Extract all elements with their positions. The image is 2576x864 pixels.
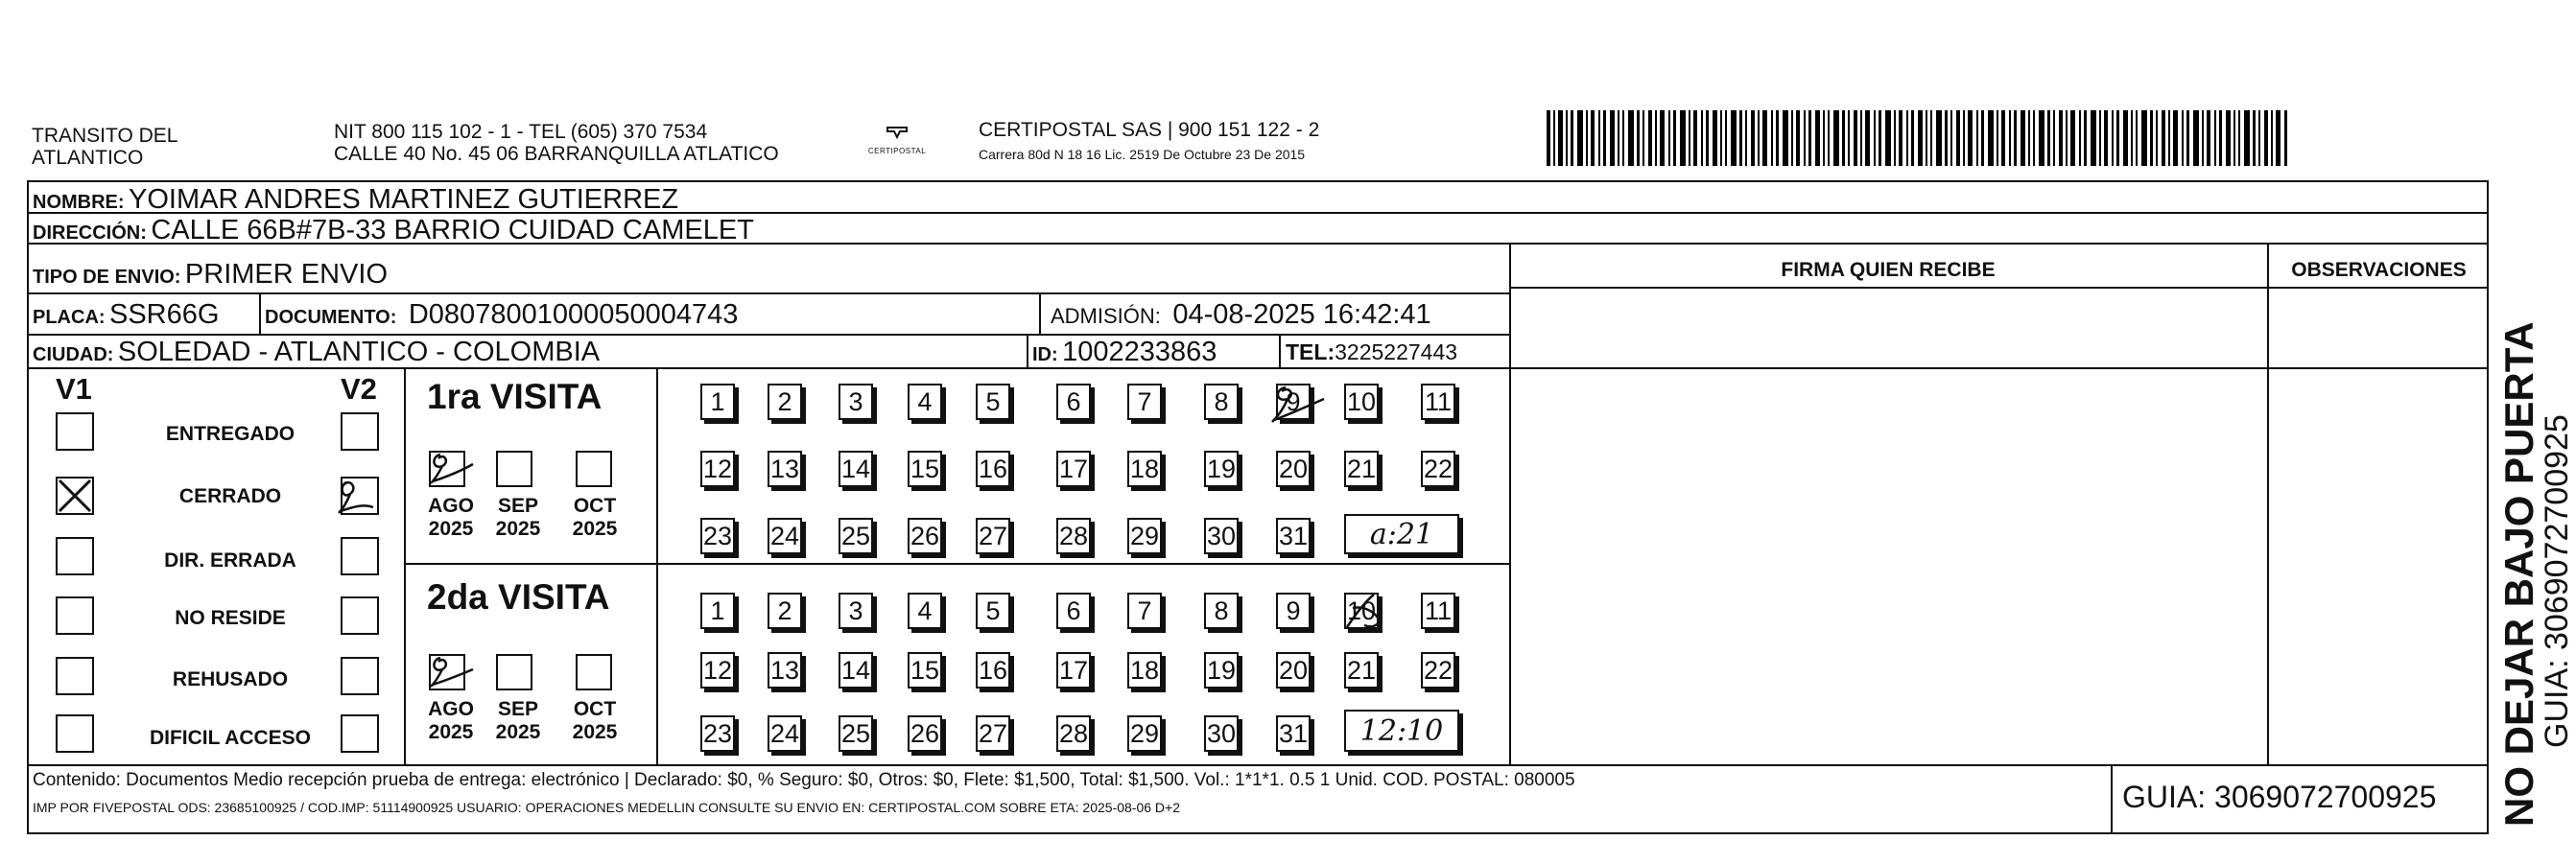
v1-day-box[interactable]: 28: [1056, 518, 1091, 554]
v2-day-box[interactable]: 14: [839, 652, 873, 689]
placa-label: PLACA:: [33, 307, 106, 328]
handwritten-mark-icon: [337, 475, 379, 517]
org-line-2: ATLANTICO: [32, 147, 144, 169]
divider: [27, 334, 1509, 336]
divider: [404, 367, 406, 764]
divider: [1279, 334, 1281, 367]
direccion-row: [33, 215, 754, 246]
observaciones-area[interactable]: [2269, 289, 2487, 762]
org-line-1: TRANSITO DEL: [32, 125, 178, 147]
v2-day-box[interactable]: 6: [1056, 593, 1091, 629]
visit-1-label-ago: [422, 495, 480, 541]
nombre-row: [33, 184, 678, 216]
handwritten-mark-icon: [427, 449, 475, 487]
v2-day-box[interactable]: 1: [700, 593, 735, 629]
v2-day-box[interactable]: 5: [976, 593, 1010, 629]
divider: [2111, 764, 2113, 834]
visit-2-label-oct: [566, 698, 624, 744]
v1-day-box[interactable]: 29: [1127, 518, 1162, 554]
v2-no-reside-checkbox[interactable]: [341, 596, 379, 635]
v2-header: V2: [341, 372, 377, 406]
visit-1-time-box[interactable]: a:21: [1344, 514, 1459, 554]
v2-day-box[interactable]: 15: [908, 652, 942, 689]
id-label: ID:: [1032, 344, 1058, 365]
direccion-value: CALLE 66B#7B-33 BARRIO CUIDAD CAMELET: [151, 215, 754, 245]
v1-day-box[interactable]: 8: [1204, 384, 1239, 420]
v1-day-box[interactable]: 10: [1344, 384, 1379, 420]
v1-day-box[interactable]: 17: [1056, 451, 1091, 487]
visit-2-label-sep: [489, 698, 547, 744]
tel-value: 3225227443: [1335, 339, 1458, 364]
v2-day-box[interactable]: 4: [908, 593, 942, 629]
tel-label: TEL:: [1286, 339, 1335, 364]
v1-header: V1: [56, 372, 92, 406]
v2-day-box[interactable]: 24: [768, 715, 802, 752]
no-dejar-bajo-puerta: NO DEJAR BAJO PUERTA: [2496, 321, 2541, 827]
v2-day-box[interactable]: 11: [1421, 593, 1455, 629]
v1-rehusado-checkbox[interactable]: [56, 657, 94, 695]
carrier-info: [979, 119, 1319, 162]
v1-day-box[interactable]: 26: [908, 518, 942, 554]
v1-day-box[interactable]: 16: [976, 451, 1010, 487]
observaciones-header: OBSERVACIONES: [2291, 259, 2467, 281]
v2-day-box[interactable]: 7: [1127, 593, 1162, 629]
visit-1-month-sep-box[interactable]: [496, 451, 532, 487]
month-label: SEP: [497, 698, 539, 720]
month-label: SEP: [497, 495, 539, 517]
org-contact: [334, 121, 779, 165]
visit-2-label-ago: [422, 698, 480, 744]
v2-day-box[interactable]: 29: [1127, 715, 1162, 752]
handwritten-day-mark-icon: [1268, 382, 1326, 426]
v2-day-box[interactable]: 8: [1204, 593, 1239, 629]
ciudad-cell: [33, 337, 600, 368]
v1-day-box[interactable]: 23: [700, 518, 735, 554]
logo-text: CERTIPOSTAL: [867, 147, 927, 155]
tipo-label: TIPO DE ENVIO:: [33, 267, 181, 288]
direccion-label: DIRECCIÓN:: [33, 222, 147, 244]
imp-line: IMP POR FIVEPOSTAL ODS: 23685100925 / COD.IMP: 51114900925 USUARIO: OPERACIONES MEDELLIN CONSULTE SU ENVIO EN: CERTIPOSTAL.COM SOBRE ETA: 2025-08-06 D+2: [33, 800, 1181, 815]
barcode: [1547, 110, 2295, 168]
divider: [1039, 292, 1041, 334]
year-label: 2025: [495, 518, 541, 540]
divider: [404, 563, 1509, 565]
v1-day-box[interactable]: 18: [1127, 451, 1162, 487]
v2-day-box[interactable]: 20: [1276, 652, 1311, 689]
v1-day-box[interactable]: 7: [1127, 384, 1162, 420]
tipo-row: [33, 259, 388, 291]
admision-cell: [1051, 299, 1431, 331]
v1-day-box[interactable]: 5: [976, 384, 1010, 420]
status-dificil-acceso: DIFICIL ACCESO: [149, 727, 311, 749]
placa-cell: [33, 299, 219, 331]
v2-day-box[interactable]: 23: [700, 715, 735, 752]
v2-day-box[interactable]: 12: [700, 652, 735, 689]
year-label: 2025: [495, 721, 541, 743]
visit-2-month-oct-box[interactable]: [576, 654, 612, 690]
v1-day-box[interactable]: 13: [768, 451, 802, 487]
divider: [27, 764, 2489, 766]
v1-day-box[interactable]: 20: [1276, 451, 1311, 487]
month-label: AGO: [428, 698, 474, 720]
admision-value: 04-08-2025 16:42:41: [1172, 299, 1431, 330]
v1-day-box[interactable]: 2: [768, 384, 802, 420]
v1-day-box[interactable]: 25: [839, 518, 873, 554]
v1-day-box[interactable]: 19: [1204, 451, 1239, 487]
v2-day-box[interactable]: 10: [1344, 593, 1379, 629]
id-cell: [1032, 337, 1217, 368]
visit-2-time-box[interactable]: 12:10: [1344, 710, 1459, 752]
v1-day-box[interactable]: 12: [700, 451, 735, 487]
v1-dir-errada-checkbox[interactable]: [56, 537, 94, 575]
month-label: AGO: [428, 495, 474, 517]
visit-1-month-oct-box[interactable]: [576, 451, 612, 487]
v1-day-box[interactable]: 4: [908, 384, 942, 420]
guia-vertical: GUIA: 3069072700925: [2539, 414, 2575, 748]
v1-cerrado-checkbox[interactable]: [56, 477, 94, 515]
guia-footer: GUIA: 3069072700925: [2122, 780, 2437, 814]
v2-day-box[interactable]: 31: [1276, 715, 1311, 752]
v1-day-box[interactable]: 21: [1344, 451, 1379, 487]
handwritten-mark-icon: [427, 652, 475, 690]
divider: [27, 292, 1509, 294]
year-label: 2025: [428, 721, 474, 743]
visit-2-month-ago-box[interactable]: [429, 654, 465, 690]
v2-day-box[interactable]: 28: [1056, 715, 1091, 752]
visit-1-label-sep: [489, 495, 547, 541]
ciudad-label: CIUDAD:: [33, 344, 114, 365]
certipostal-logo: [859, 123, 935, 155]
v1-day-box[interactable]: 3: [839, 384, 873, 420]
documento-value: D08078001000050004743: [408, 299, 739, 330]
nombre-label: NOMBRE:: [33, 192, 125, 213]
status-rehusado: REHUSADO: [172, 668, 289, 690]
tipo-value: PRIMER ENVIO: [184, 259, 389, 290]
v1-day-box[interactable]: 9: [1276, 384, 1311, 420]
v1-dificil-acceso-checkbox[interactable]: [56, 714, 94, 753]
month-label: OCT: [573, 495, 617, 517]
v1-day-box[interactable]: 30: [1204, 518, 1239, 554]
v2-day-box[interactable]: 25: [839, 715, 873, 752]
signature-area[interactable]: [1511, 289, 2265, 762]
firma-header: FIRMA QUIEN RECIBE: [1781, 259, 1996, 281]
v2-day-box[interactable]: 18: [1127, 652, 1162, 689]
v1-no-reside-checkbox[interactable]: [56, 596, 94, 635]
v2-day-box[interactable]: 16: [976, 652, 1010, 689]
barcode-graphic: [1547, 110, 2295, 168]
v2-day-box[interactable]: 21: [1344, 652, 1379, 689]
visit-1-title: 1ra VISITA: [427, 377, 603, 416]
v1-day-box[interactable]: 15: [908, 451, 942, 487]
v2-day-box[interactable]: 3: [839, 593, 873, 629]
placa-value: SSR66G: [109, 299, 220, 330]
v2-day-box[interactable]: 27: [976, 715, 1010, 752]
v1-entregado-checkbox[interactable]: [56, 412, 94, 451]
v2-day-box[interactable]: 13: [768, 652, 802, 689]
visit-1-month-ago-box[interactable]: [429, 451, 465, 487]
admision-label: ADMISIÓN:: [1051, 304, 1161, 328]
x-mark-icon: [58, 479, 92, 513]
year-label: 2025: [572, 518, 618, 540]
status-dir-errada: DIR. ERRADA: [164, 549, 296, 572]
month-label: OCT: [573, 698, 617, 720]
v1-day-box[interactable]: 27: [976, 518, 1010, 554]
documento-label: DOCUMENTO:: [265, 307, 397, 328]
v2-day-box[interactable]: 19: [1204, 652, 1239, 689]
year-label: 2025: [572, 721, 618, 743]
v2-dir-errada-checkbox[interactable]: [341, 537, 379, 575]
address-line: CALLE 40 No. 45 06 BARRANQUILLA ATLATICO: [334, 143, 779, 165]
v1-day-box[interactable]: 6: [1056, 384, 1091, 420]
year-label: 2025: [428, 518, 474, 540]
v2-day-box[interactable]: 26: [908, 715, 942, 752]
v1-day-box[interactable]: 31: [1276, 518, 1311, 554]
company-line: CERTIPOSTAL SAS | 900 151 122 - 2: [979, 119, 1320, 141]
v2-day-box[interactable]: 30: [1204, 715, 1239, 752]
v1-day-box[interactable]: 22: [1421, 451, 1455, 487]
nit-line: NIT 800 115 102 - 1 - TEL (605) 370 7534: [334, 121, 708, 143]
v2-day-box[interactable]: 22: [1421, 652, 1455, 689]
status-cerrado: CERRADO: [178, 485, 282, 507]
v1-day-box[interactable]: 11: [1421, 384, 1455, 420]
visit-2-title: 2da VISITA: [427, 577, 610, 617]
divider: [1027, 334, 1028, 367]
v2-entregado-checkbox[interactable]: [341, 412, 379, 451]
v2-day-box[interactable]: 9: [1276, 593, 1311, 629]
v2-day-box[interactable]: 17: [1056, 652, 1091, 689]
v2-cerrado-checkbox[interactable]: [341, 477, 379, 515]
visit-2-month-sep-box[interactable]: [496, 654, 532, 690]
v2-day-box[interactable]: 2: [768, 593, 802, 629]
v2-dificil-acceso-checkbox[interactable]: [341, 714, 379, 753]
v2-rehusado-checkbox[interactable]: [341, 657, 379, 695]
v1-day-box[interactable]: 14: [839, 451, 873, 487]
v1-day-box[interactable]: 24: [768, 518, 802, 554]
status-entregado: ENTREGADO: [165, 423, 295, 445]
divider: [259, 292, 261, 334]
v1-day-box[interactable]: 1: [700, 384, 735, 420]
nombre-value: YOIMAR ANDRES MARTINEZ GUTIERREZ: [129, 184, 679, 215]
handwritten-day-mark-icon: [1339, 589, 1387, 633]
status-no-reside: NO RESIDE: [175, 607, 286, 629]
logo-icon: [885, 123, 910, 142]
tel-cell: [1286, 339, 1457, 365]
visit-1-label-oct: [566, 495, 624, 541]
documento-cell: [265, 299, 738, 331]
ciudad-value: SOLEDAD - ATLANTICO - COLOMBIA: [117, 337, 601, 367]
id-value: 1002233863: [1062, 337, 1217, 367]
org-name: [32, 125, 177, 169]
license-line: Carrera 80d N 18 16 Lic. 2519 De Octubre 23 De 2015: [979, 147, 1306, 162]
divider: [656, 367, 658, 764]
contenido-line: Contenido: Documentos Medio recepción prueba de entrega: electrónico | Declarado: $0, % Seguro: $0, Otros: $0, Flete: $1,500, Total: $1,500. Vol.: 1*1*1. 0.5 1 Unid. COD. POSTAL: 080005: [33, 770, 1575, 790]
